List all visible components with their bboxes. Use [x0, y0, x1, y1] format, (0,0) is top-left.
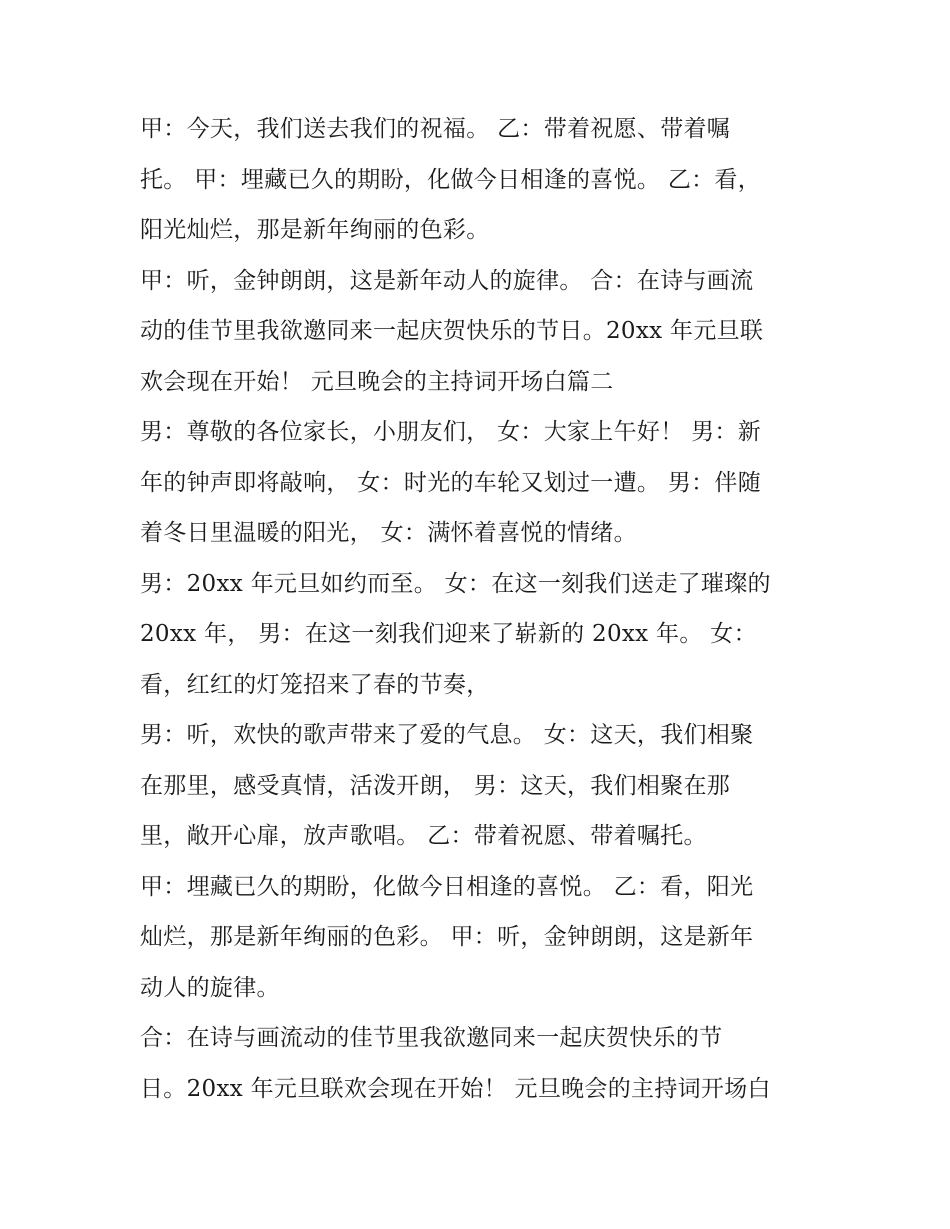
text-line: 男：听，欢快的歌声带来了爱的气息。 女：这天，我们相聚	[140, 722, 754, 748]
text-line: 灿烂，那是新年绚丽的色彩。 甲：听，金钟朗朗，这是新年	[140, 924, 754, 950]
text-line: 男：尊敬的各位家长，小朋友们， 女：大家上午好！ 男：新	[140, 419, 762, 445]
text-line: 动的佳节里我欲邀同来一起庆贺快乐的节日。20xx 年元旦联	[140, 318, 764, 344]
text-line: 阳光灿烂，那是新年绚丽的色彩。	[140, 217, 490, 243]
text-line: 动人的旋律。	[140, 974, 280, 1001]
text-line: 甲：今天，我们送去我们的祝福。 乙：带着祝愿、带着嘱	[140, 116, 731, 142]
text-line: 着冬日里温暖的阳光， 女：满怀着喜悦的情绪。	[140, 520, 637, 546]
text-line: 在那里，感受真情，活泼开朗， 男：这天，我们相聚在那	[140, 772, 731, 799]
text-line: 看，红红的灯笼招来了春的节奏，	[140, 671, 490, 698]
text-line: 欢会现在开始！ 元旦晚会的主持词开场白篇二	[140, 368, 614, 395]
text-line: 合：在诗与画流动的佳节里我欲邀同来一起庆贺快乐的节	[140, 1025, 723, 1051]
text-line: 日。20xx 年元旦联欢会现在开始！ 元旦晚会的主持词开场白	[140, 1075, 771, 1102]
text-line: 20xx 年， 男：在这一刻我们迎来了崭新的 20xx 年。 女：	[140, 621, 757, 647]
text-line: 年的钟声即将敲响， 女：时光的车轮又划过一遭。 男：伴随	[140, 469, 762, 496]
text-line: 托。 甲：埋藏已久的期盼，化做今日相逢的喜悦。 乙：看，	[140, 166, 762, 193]
text-line: 里，敞开心扉，放声歌唱。 乙：带着祝愿、带着嘱托。	[140, 823, 707, 849]
document-body	[140, 104, 810, 1114]
text-line: 甲：埋藏已久的期盼，化做今日相逢的喜悦。 乙：看，阳光	[140, 873, 754, 900]
text-line: 男：20xx 年元旦如约而至。 女：在这一刻我们送走了璀璨的	[140, 570, 771, 597]
text-line: 甲：听，金钟朗朗，这是新年动人的旋律。 合：在诗与画流	[140, 267, 754, 294]
